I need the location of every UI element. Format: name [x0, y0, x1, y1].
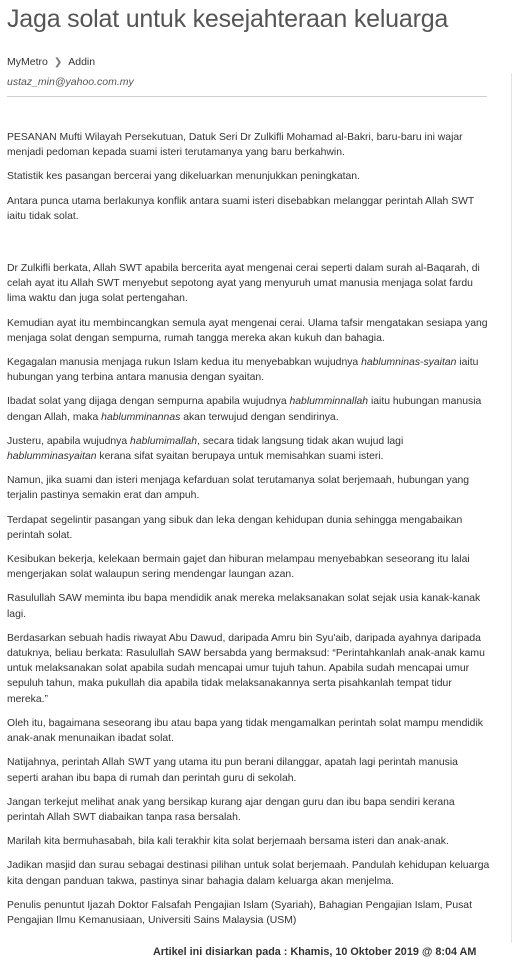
- paragraph-text: akan terwujud dengan sendirinya.: [180, 411, 339, 423]
- article-paragraph: Natijahnya, perintah Allah SWT yang utama itu pun berani dilanggar, apatah lagi perintah manusia seperti arahan ibu bapa di rumah dan perintah guru di sekolah.: [7, 757, 458, 784]
- article-paragraph: Berdasarkan sebuah hadis riwayat Abu Dawud, daripada Amru bin Syu'aib, daripada ayahnya daripada datuknya, beliau berkata: Rasulullah SAW bersabda yang bermaksud: “Perintahkanlah anak-anak kamu untuk melaksanakan solat apabila sudah mencapai umur tujuh tahun. Apabila sudah mencapai umur sepuluh tahun, maka pukullah dia apabila tidak melaksanakannya serta pisahkanlah tempat tidur mereka.”: [7, 632, 485, 705]
- article-paragraph: Dr Zulkifli berkata, Allah SWT apabila bercerita ayat mengenai cerai seperti dalam surah al-Baqarah, di celah ayat itu Allah SWT menyebut sepotong ayat yang menyuruh umat manusia menjaga solat fardu lima waktu dan juga solat pertengahan.: [7, 263, 480, 305]
- article-paragraph: [7, 394, 491, 424]
- breadcrumb: [7, 56, 95, 68]
- italic-term: hablumminnallah: [289, 396, 369, 408]
- chevron-right-icon: ❯: [53, 56, 63, 68]
- breadcrumb-site-link[interactable]: MyMetro: [7, 56, 48, 68]
- author-email: ustaz_min@yahoo.com.my: [7, 76, 134, 88]
- article-paragraph: Rasulullah SAW meminta ibu bapa mendidik anak mereka melaksanakan solat sejak usia kanak-kanak lagi.: [7, 593, 481, 620]
- article-paragraph: Marilah kita bermuhasabah, bila kali terakhir kita solat berjemaah bersama isteri dan anak-anak.: [7, 836, 449, 848]
- article-paragraph: Oleh itu, bagaimana seseorang ibu atau bapa yang tidak mengamalkan perintah solat mampu mendidik anak-anak menunaikan ibadat solat.: [7, 717, 483, 745]
- article-paragraph: Statistik kes pasangan bercerai yang dikeluarkan menunjukkan peningkatan.: [7, 171, 360, 183]
- article-paragraph: [7, 355, 491, 385]
- article-paragraph: Penulis penuntut Ijazah Doktor Falsafah Pengajian Islam (Syariah), Bahagian Pengajian Islam, Pusat Pengajian Ilmu Kemanusiaan, Universiti Sains Malaysia (USM): [7, 899, 472, 926]
- breadcrumb-author-link[interactable]: Addin: [68, 56, 96, 68]
- article-paragraph: Jangan terkejut melihat anak yang bersikap kurang ajar dengan guru dan ibu bapa sendiri kerana perintah Allah SWT diabaikan tanpa rasa bersalah.: [7, 796, 455, 823]
- article-paragraph: [7, 434, 491, 464]
- column-divider: [511, 73, 512, 943]
- article-body: [7, 130, 491, 928]
- article-paragraph: Kesibukan bekerja, kelekaan bermain gajet dan hiburan melampau menyebabkan seseorang itu lalai mengerjakan solat walaupun sering mendengar laungan azan.: [7, 554, 470, 581]
- article-paragraph: Terdapat segelintir pasangan yang sibuk dan leka dengan kehidupan dunia sehingga mengabaikan perintah solat.: [7, 514, 463, 541]
- paragraph-text: Kegagalan manusia menjaga rukun Islam kedua itu menyebabkan wujudnya: [7, 357, 362, 369]
- paragraph-text: , secara tidak langsung tidak akan wujud lagi: [197, 435, 404, 447]
- published-date: Artikel ini disiarkan pada : Khamis, 10 Oktober 2019 @ 8:04 AM: [153, 946, 477, 958]
- italic-term: hablumminannas: [101, 411, 181, 423]
- paragraph-text: Ibadat solat yang dijaga dengan sempurna apabila wujudnya: [7, 396, 290, 408]
- paragraph-text: iaitu hubungan manusia dengan Allah, maka: [7, 396, 482, 423]
- paragraph-text: Justeru, apabila wujudnya: [7, 435, 131, 447]
- article-paragraph: Antara punca utama berlakunya konflik antara suami isteri disebabkan melanggar perintah Allah SWT iaitu tidak solat.: [7, 195, 475, 222]
- article-paragraph: Jadikan masjid dan surau sebagai destinasi pilihan untuk solat berjemaah. Pandulah kehidupan keluarga kita dengan panduan takwa, pastinya sinar bahagia dalam keluarga akan menjelma.: [7, 860, 490, 887]
- paragraph-text: iaitu hubungan yang terbina antara manusia dengan syaitan.: [7, 357, 479, 384]
- italic-term: hablumminasyaitan: [7, 451, 97, 463]
- italic-term: hablumimallah: [130, 435, 198, 447]
- article-paragraph: Kemudian ayat itu membincangkan semula ayat mengenai cerai. Ulama tafsir mengatakan sesiapa yang menjaga solat dengan sempurna, rumah tangga mereka akan kukuh dan bahagia.: [7, 317, 488, 344]
- article-title: Jaga solat untuk kesejahteraan keluarga: [7, 5, 449, 33]
- article-paragraph: Namun, jika suami dan isteri menjaga kefarduan solat terutamanya solat berjemaah, hubungan yang terjalin pastinya semakin erat dan ampuh.: [7, 475, 470, 502]
- italic-term: hablumninas-syaitan: [361, 357, 457, 369]
- paragraph-text: kerana sifat syaitan berupaya untuk memisahkan suami isteri.: [96, 451, 384, 463]
- article-paragraph: PESANAN Mufti Wilayah Persekutuan, Datuk Seri Dr Zulkifli Mohamad al-Bakri, baru-baru ini wajar menjadi pedoman kepada suami isteri terutamanya yang baru berkahwin.: [7, 132, 463, 159]
- header-divider: [7, 96, 487, 97]
